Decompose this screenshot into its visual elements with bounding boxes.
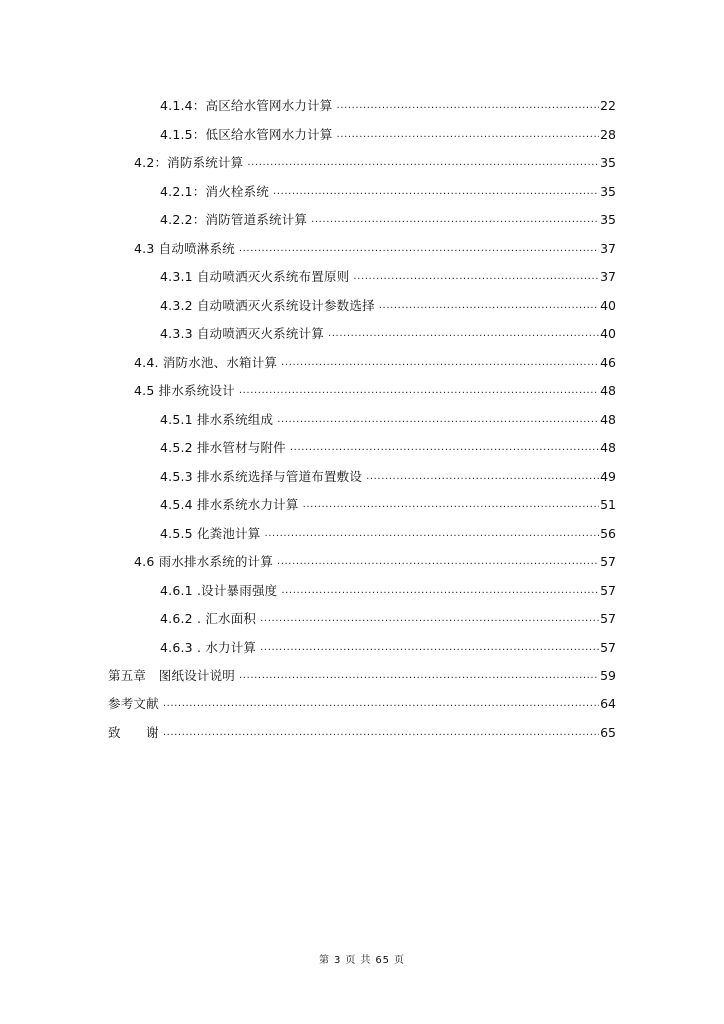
toc-entry-page: 56 [600,526,616,541]
toc-entry-title: 4.5.4 排水系统水力计算 [160,497,299,512]
toc-entry-title: 4.6.1 .设计暴雨强度 [160,583,278,598]
toc-entry-page: 57 [600,611,616,626]
toc-entry[interactable] [0,123,616,143]
toc-entry[interactable] [0,94,616,114]
footer-prefix: 第 [318,955,330,966]
toc-entry-page: 40 [600,326,616,341]
toc-entry-title: 致 谢 [108,725,159,740]
toc-entry-page: 57 [600,583,616,598]
footer-suffix: 页 [394,955,406,966]
toc-leader-dots [239,241,599,257]
toc-leader-dots [239,668,599,684]
toc-entry-title: 4.5 排水系统设计 [134,383,235,398]
toc-entry[interactable] [0,237,616,257]
toc-entry-title: 4.1.5：低区给水管网水力计算 [160,127,333,142]
toc-entry-title: 4.2.1：消火栓系统 [160,184,270,199]
toc-entry-title: 4.3 自动喷淋系统 [134,241,235,256]
toc-entry-page: 35 [600,212,616,227]
toc-entry[interactable] [0,465,616,485]
toc-entry-page: 49 [600,469,616,484]
toc-entry-title: 4.2：消防系统计算 [134,155,244,170]
toc-entry-page: 57 [600,554,616,569]
toc-leader-dots [281,583,599,599]
toc-entry[interactable] [0,636,616,656]
toc-entry[interactable] [0,522,616,542]
toc-entry[interactable] [0,721,616,741]
toc-entry-page: 65 [600,725,616,740]
toc-entry[interactable] [0,579,616,599]
footer-current-page: 3 [333,955,342,966]
toc-leader-dots [277,554,599,570]
toc-entry-title: 4.4. 消防水池、水箱计算 [134,355,278,370]
toc-entry-title: 4.5.2 排水管材与附件 [160,440,286,455]
page-footer [0,951,724,966]
toc-leader-dots [264,526,599,542]
toc-leader-dots [337,127,600,143]
toc-leader-dots [379,298,599,314]
toc-entry-title: 4.5.1 排水系统组成 [160,412,274,427]
toc-entry[interactable] [0,493,616,513]
toc-entry[interactable] [0,692,616,712]
toc-entry-title: 4.3.1 自动喷洒灭火系统布置原则 [160,269,350,284]
toc-leader-dots [353,269,599,285]
toc-leader-dots [311,212,599,228]
toc-entry-title: 参考文献 [108,696,159,711]
toc-entry-page: 64 [600,696,616,711]
toc-entry-page: 48 [600,440,616,455]
toc-entry-title: 4.6.2 . 汇水面积 [160,611,257,626]
footer-total-pages: 65 [375,955,391,966]
toc-leader-dots [260,640,599,656]
toc-entry-title: 4.6 雨水排水系统的计算 [134,554,273,569]
toc-entry-title: 4.3.3 自动喷洒灭火系统计算 [160,326,324,341]
toc-leader-dots [273,184,599,200]
toc-leader-dots [163,725,599,741]
toc-leader-dots [260,611,599,627]
toc-entry-title: 4.5.5 化粪池计算 [160,526,261,541]
toc-entry[interactable] [0,408,616,428]
toc-entry-title: 4.3.2 自动喷洒灭火系统设计参数选择 [160,298,375,313]
toc-entry[interactable] [0,294,616,314]
toc-entry-page: 35 [600,184,616,199]
toc-leader-dots [277,412,599,428]
toc-entry[interactable] [0,550,616,570]
toc-leader-dots [328,326,599,342]
toc-entry-page: 57 [600,640,616,655]
toc-leader-dots [239,383,599,399]
footer-page-word: 页 [345,955,357,966]
toc-entry[interactable] [0,180,616,200]
toc-entry-title: 4.2.2：消防管道系统计算 [160,212,308,227]
toc-entry-title: 4.5.3 排水系统选择与管道布置敷设 [160,469,363,484]
toc-entry-title: 4.6.3 . 水力计算 [160,640,257,655]
toc-entry-page: 22 [600,98,616,113]
toc-entry-title: 第五章 图纸设计说明 [108,668,236,683]
toc-leader-dots [163,696,599,712]
toc-entry[interactable] [0,265,616,285]
toc-entry-page: 37 [600,241,616,256]
toc-entry-page: 51 [600,497,616,512]
toc-entry-page: 35 [600,155,616,170]
toc-leader-dots [366,469,599,485]
toc-entry-page: 37 [600,269,616,284]
toc-entry-page: 40 [600,298,616,313]
toc-entry-page: 28 [600,127,616,142]
toc-entry[interactable] [0,379,616,399]
toc-entry-page: 48 [600,383,616,398]
toc-entry[interactable] [0,322,616,342]
toc-leader-dots [337,98,600,114]
toc-entry[interactable] [0,151,616,171]
toc-leader-dots [303,497,600,513]
toc-entry-page: 59 [600,668,616,683]
toc-entry[interactable] [0,436,616,456]
toc-leader-dots [281,355,599,371]
toc-entry-page: 48 [600,412,616,427]
toc-entry-title: 4.1.4：高区给水管网水力计算 [160,98,333,113]
toc-entry[interactable] [0,607,616,627]
toc-entry[interactable] [0,208,616,228]
toc-leader-dots [247,155,599,171]
toc-entry-page: 46 [600,355,616,370]
footer-total-word: 共 [360,955,372,966]
toc-entry[interactable] [0,351,616,371]
toc-entry[interactable] [0,664,616,684]
toc-leader-dots [290,440,599,456]
